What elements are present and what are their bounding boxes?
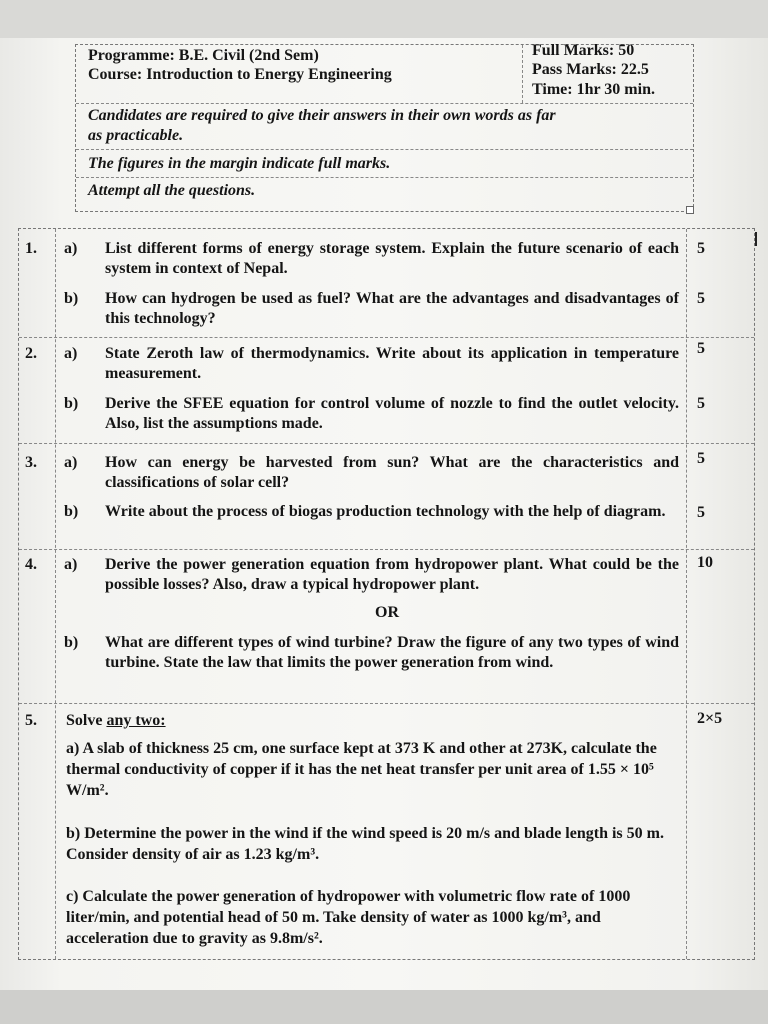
row-divider bbox=[19, 549, 754, 550]
row-divider bbox=[19, 337, 754, 338]
sub-label: b) bbox=[64, 395, 79, 412]
solve-prefix: Solve bbox=[66, 712, 107, 729]
question-number: 1. bbox=[25, 240, 37, 257]
question-text: How can hydrogen be used as fuel? What are the advantages and disadvantages of this technology? bbox=[105, 290, 679, 327]
header-divider bbox=[522, 45, 523, 103]
question-text: Write about the process of biogas production technology with the help of diagram. bbox=[105, 503, 666, 520]
solve-instruction bbox=[66, 712, 166, 730]
question-text: State Zeroth law of thermodynamics. Write about its application in temperature measurement. bbox=[105, 345, 679, 382]
time-allowed: Time: 1hr 30 min. bbox=[532, 81, 655, 98]
numerical-problem: b) Determine the power in the wind if the wind speed is 20 m/s and blade length is 50 m. Consider density of air as 1.23 kg/m³. bbox=[66, 825, 664, 863]
exam-header bbox=[75, 44, 694, 212]
numerical-problem: a) A slab of thickness 25 cm, one surface kept at 373 K and other at 273K, calculate the thermal conductivity of copper if it has the net heat transfer per unit area of 1.55 × 10⁵ W/m². bbox=[66, 740, 657, 799]
column-divider bbox=[55, 229, 56, 959]
marks-value: 5 bbox=[697, 504, 705, 521]
header-row-divider bbox=[76, 177, 693, 178]
programme-label: Programme: B.E. Civil (2nd Sem) bbox=[88, 47, 319, 64]
question-text: What are different types of wind turbine? Draw the figure of any two types of wind turbine. State the law that limits the power generation from wind. bbox=[105, 634, 679, 671]
question-number: 2. bbox=[25, 345, 37, 362]
marks-value: 2×5 bbox=[697, 710, 723, 727]
header-row-divider bbox=[76, 103, 693, 104]
pass-marks: Pass Marks: 22.5 bbox=[532, 61, 649, 78]
question-text: Derive the SFEE equation for control volume of nozzle to find the outlet velocity. Also, list the assumptions made. bbox=[105, 395, 679, 432]
question-text: How can energy be harvested from sun? What are the characteristics and classifications of solar cell? bbox=[105, 454, 679, 491]
row-divider bbox=[19, 443, 754, 444]
marks-value: 5 bbox=[697, 240, 705, 257]
question-number: 5. bbox=[25, 712, 37, 729]
sub-label: b) bbox=[64, 290, 79, 307]
sub-label: a) bbox=[64, 556, 78, 573]
question-number: 4. bbox=[25, 556, 37, 573]
full-marks: Full Marks: 50 bbox=[532, 42, 635, 59]
sub-label: a) bbox=[64, 454, 78, 471]
row-divider bbox=[19, 703, 754, 704]
instruction-line-2: as practicable. bbox=[88, 127, 184, 144]
table-corner-mark bbox=[686, 206, 694, 214]
marks-value: 10 bbox=[697, 554, 713, 571]
or-divider: OR bbox=[375, 604, 399, 621]
question-number: 3. bbox=[25, 454, 37, 471]
page-shadow bbox=[0, 990, 768, 1024]
numerical-problem: c) Calculate the power generation of hydropower with volumetric flow rate of 1000 liter/min, and potential head of 50 m. Take density of water as 1000 kg/m³, and acceleration due to gravity as 9.8m/s². bbox=[66, 888, 631, 947]
marks-value: 5 bbox=[697, 450, 705, 467]
header-row-divider bbox=[76, 149, 693, 150]
sub-label: a) bbox=[64, 240, 78, 257]
marks-value: 5 bbox=[697, 340, 705, 357]
marks-value: 5 bbox=[697, 395, 705, 412]
solve-emphasis: any two: bbox=[106, 712, 166, 729]
course-label: Course: Introduction to Energy Engineering bbox=[88, 66, 392, 83]
sub-label: b) bbox=[64, 503, 79, 520]
margin-mark bbox=[755, 232, 757, 246]
question-table bbox=[18, 228, 755, 960]
sub-label: a) bbox=[64, 345, 78, 362]
sub-label: b) bbox=[64, 634, 79, 651]
question-text: Derive the power generation equation from hydropower plant. What could be the possible losses? Also, draw a typical hydropower plant. bbox=[105, 556, 679, 593]
instruction-line-3: The figures in the margin indicate full marks. bbox=[88, 155, 391, 172]
column-divider bbox=[686, 229, 687, 959]
question-text: List different forms of energy storage system. Explain the future scenario of each system in context of Nepal. bbox=[105, 240, 679, 277]
instruction-line-1: Candidates are required to give their answers in their own words as far bbox=[88, 107, 556, 124]
instruction-line-4: Attempt all the questions. bbox=[88, 182, 256, 199]
marks-value: 5 bbox=[697, 290, 705, 307]
